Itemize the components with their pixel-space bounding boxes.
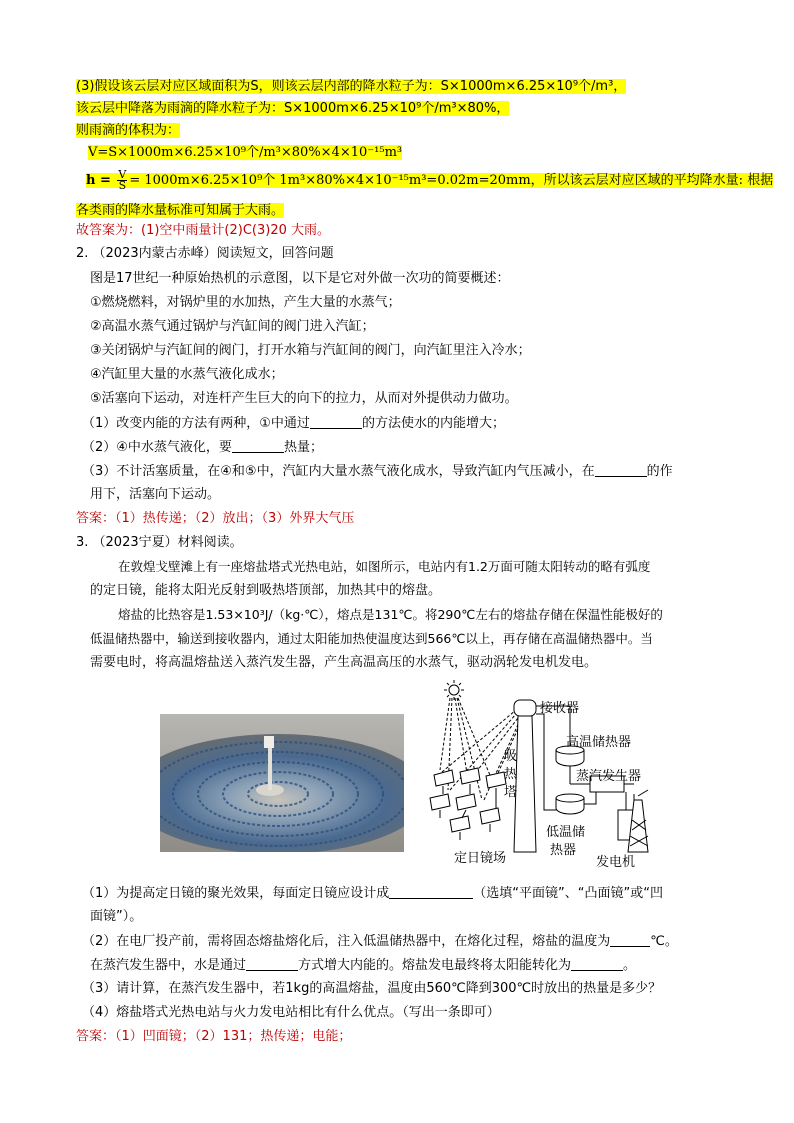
q2-blank-2[interactable] xyxy=(232,438,284,453)
q2-question-3: （3）不计活塞质量，在④和⑤中，汽缸内大量水蒸气液化成水，导致汽缸内气压减小，在 的作 xyxy=(82,464,673,479)
q3-blank-1[interactable] xyxy=(389,884,473,899)
high-temp-tank xyxy=(556,746,584,766)
q2-intro: 图是17世纪一种原始热机的示意图，以下是它对外做一次功的简要概述： xyxy=(90,271,510,286)
solution-line-6: 各类雨的降水量标准可知属于大雨。 xyxy=(76,203,285,218)
q3-para-1b: 的定日镜，能将太阳光反射到吸热塔顶部，加热其中的熔盘。 xyxy=(90,583,442,598)
q2-blank-1[interactable] xyxy=(310,414,362,429)
v-over-s-fraction: $\frac{V}{S}$ xyxy=(118,168,127,192)
label-tower-3: 塔 xyxy=(504,784,518,799)
label-heliostat-field: 定日镜场 xyxy=(454,850,507,865)
q3-para-2b: 低温储热器中，输送到接收器内，通过太阳能加热使温度达到566℃以上，再存储在高温储热器中。当 xyxy=(90,631,653,646)
generator-icon xyxy=(618,790,648,852)
solution-line-5: h = $\frac{V}{S}$ = 1000m×6.25×10⁹个 1m³×80%×4×10⁻¹⁵m³=0.02m=20mm，所以该云层对应区域的平均降水量: 根据 xyxy=(86,168,774,192)
solution-line-2: 该云层中降落为雨滴的降水粒子为：S×1000m×6.25×10⁹个/m³×80%， xyxy=(76,101,510,116)
solution-answer: 故答案为：(1)空中雨量计(2)C(3)20 大雨。 xyxy=(76,223,330,238)
q3-question-3: （3）请计算，在蒸汽发生器中，若1kg的高温熔盐，温度由560℃降到300℃时放出的热量是多少？ xyxy=(82,981,662,996)
label-low-storage-2: 热器 xyxy=(550,842,577,857)
q3-question-4: （4）熔盐塔式光热电站与火力发电站相比有什么优点。（写出一条即可） xyxy=(82,1005,500,1020)
q3-para-1a: 在敦煌戈壁滩上有一座熔盐塔式光热电站，如图所示，电站内有1.2万面可随太阳转动的略有弧度 xyxy=(118,559,651,574)
q3-para-2a: 熔盐的比热容是1.53×10³J/（kg·℃），熔点是131℃。将290℃左右的熔盐存储在保温性能极好的 xyxy=(118,607,663,622)
q3-question-2: （2）在电厂投产前，需将固态熔盐熔化后，注入低温储热器中，在熔化过程，熔盐的温度为 ℃。 xyxy=(82,934,678,949)
q2-heading: 2. （2023内蒙古赤峰）阅读短文，回答问题 xyxy=(76,246,334,261)
solution-line-4: V=S×1000m×6.25×10⁹个/m³×80%×4×10⁻¹⁵m³ xyxy=(88,145,403,160)
q3-question-1: （1）为提高定日镜的聚光效果，每面定日镜应设计成 （选填“平面镜”、“凸面镜”或“凹 xyxy=(82,886,663,901)
label-low-storage-1: 低温储 xyxy=(546,824,586,839)
q2-step-4: ④汽缸里大量的水蒸气液化成水； xyxy=(90,367,284,382)
q3-blank-4[interactable] xyxy=(571,956,623,971)
q2-question-3-cont: 用下，活塞向下运动。 xyxy=(90,487,221,502)
q2-answer: 答案：（1）热传递；（2）放出；（3）外界大气压 xyxy=(76,511,355,526)
label-tower-1: 吸 xyxy=(504,748,518,763)
q2-step-2: ②高温水蒸气通过锅炉与汽缸间的阀门进入汽缸； xyxy=(90,319,375,334)
q3-blank-2[interactable] xyxy=(610,932,650,947)
q3-heading: 3. （2023宁夏）材料阅读。 xyxy=(76,535,243,550)
label-tower-2: 热 xyxy=(504,766,518,781)
q3-blank-3[interactable] xyxy=(246,956,298,971)
sun-icon xyxy=(444,680,464,700)
solar-plant-photo xyxy=(160,714,404,852)
heliostat-mirrors xyxy=(430,768,506,840)
q3-question-1-cont: 面镜”）。 xyxy=(90,909,143,924)
q2-step-1: ①燃烧燃料，对锅炉里的水加热，产生大量的水蒸气； xyxy=(90,295,401,310)
q2-blank-3[interactable] xyxy=(595,462,647,477)
low-temp-tank xyxy=(556,792,596,814)
label-generator: 发电机 xyxy=(596,854,636,869)
q2-step-5: ⑤活塞向下运动，对连杆产生巨大的向下的拉力，从而对外提供动力做功。 xyxy=(90,391,518,406)
solar-tower-diagram xyxy=(420,680,670,870)
q3-question-2-cont: 在蒸汽发生器中，水是通过 方式增大内能的。熔盐发电最终将太阳能转化为 。 xyxy=(90,958,637,973)
h-symbol: h xyxy=(86,173,96,188)
label-steam-generator: 蒸汽发生器 xyxy=(576,768,642,783)
label-receiver: 接收器 xyxy=(540,700,580,715)
q2-step-3: ③关闭锅炉与汽缸间的阀门，打开水箱与汽缸间的阀门，向汽缸里注入冷水； xyxy=(90,343,531,358)
q2-question-2: （2）④中水蒸气液化，要 热量； xyxy=(82,440,323,455)
q2-question-1: （1）改变内能的方法有两种，①中通过 的方法使水的内能增大； xyxy=(82,416,505,431)
q3-para-2c: 需要电时，将高温熔盐送入蒸汽发生器，产生高温高压的水蒸气，驱动涡轮发电机发电。 xyxy=(90,655,598,670)
label-high-storage: 高温储热器 xyxy=(566,734,632,749)
solution-line-3: 则雨滴的体积为： xyxy=(76,123,181,138)
q3-answer: 答案：（1）凹面镜；（2）131；热传递；电能； xyxy=(76,1029,352,1044)
heat-absorbing-tower xyxy=(514,700,536,852)
solution-line-1: (3)假设该云层对应区域面积为S，则该云层内部的降水粒子为：S×1000m×6.25×10⁹个/m³， xyxy=(76,79,627,94)
